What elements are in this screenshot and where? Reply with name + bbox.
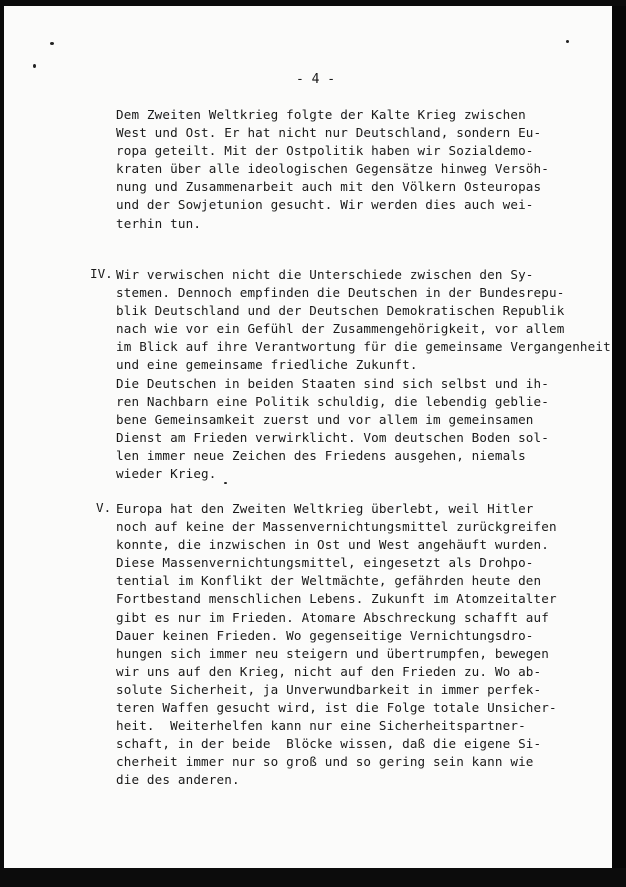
text-line: Die Deutschen in beiden Staaten sind sich selbst und ih- [116,375,549,391]
scan-speck [33,64,36,68]
text-line: len immer neue Zeichen des Friedens ausgehen, niemals [116,447,526,463]
text-line: teren Waffen gesucht wird, ist die Folge totale Unsicher- [116,700,557,716]
page-number: - 4 - [296,72,336,87]
text-line: schaft, in der beide Blöcke wissen, daß die eigene Si- [116,736,542,752]
text-line: nach wie vor ein Gefühl der Zusammengehörigkeit, vor allem [116,321,565,337]
section-marker-iv: IV. [90,266,113,281]
text-line: Dauer keinen Frieden. Wo gegenseitige Vernichtungsdro- [116,627,534,643]
text-line: terhin tun. [116,215,202,231]
text-line: cherheit immer nur so groß und so gering sein kann wie [116,754,534,770]
text-line: West und Ost. Er hat nicht nur Deutschland, sondern Eu- [116,125,542,141]
text-line: heit. Weiterhelfen kann nur eine Sicherheitspartner- [116,718,526,734]
text-line: blik Deutschland und der Deutschen Demokratischen Republik [116,303,565,319]
text-line: Dem Zweiten Weltkrieg folgte der Kalte Krieg zwischen [116,107,526,122]
section-marker-v: V. [96,500,112,515]
text-line: solute Sicherheit, ja Unverwundbarkeit in immer perfek- [116,681,542,697]
scan-edge-top [0,0,626,6]
text-line: nung und Zusammenarbeit auch mit den Völkern Osteuropas [116,179,542,195]
text-line: Dienst am Frieden verwirklicht. Vom deutschen Boden sol- [116,429,549,445]
text-line: noch auf keine der Massenvernichtungsmittel zurückgreifen [116,519,557,535]
text-line: und der Sowjetunion gesucht. Wir werden dies auch wei- [116,197,534,213]
scan-edge-right [612,0,626,887]
paragraph-section-v [116,500,557,790]
text-line: Fortbestand menschlichen Lebens. Zukunft im Atomzeitalter [116,591,557,607]
text-line: die des anderen. [116,772,240,788]
paragraph-section-iv [116,266,611,483]
text-line: ren Nachbarn eine Politik schuldig, die lebendig geblie- [116,393,549,409]
text-line: Wir verwischen nicht die Unterschiede zwischen den Sy- [116,267,534,282]
text-line: Diese Massenvernichtungsmittel, eingesetzt als Drohpo- [116,555,534,571]
scan-speck [50,42,54,45]
text-line: gibt es nur im Frieden. Atomare Abschreckung schafft auf [116,609,549,625]
scan-edge-bottom [0,868,626,887]
text-line: und eine gemeinsame friedliche Zukunft. [116,357,418,373]
text-line: bene Gemeinsamkeit zuerst und vor allem im gemeinsamen [116,411,534,427]
text-line: wieder Krieg. [116,466,217,482]
text-line: wir uns auf den Krieg, nicht auf den Frieden zu. Wo ab- [116,663,542,679]
text-line: ropa geteilt. Mit der Ostpolitik haben wir Sozialdemo- [116,143,534,159]
text-line: tential im Konflikt der Weltmächte, gefährden heute den [116,573,542,589]
text-line: Europa hat den Zweiten Weltkrieg überlebt, weil Hitler [116,501,534,516]
text-line: im Blick auf ihre Verantwortung für die gemeinsame Vergangenheit [116,339,611,355]
text-line: stemen. Dennoch empfinden die Deutschen in der Bundesrepu- [116,285,565,301]
text-line: konnte, die inzwischen in Ost und West angehäuft wurden. [116,537,549,553]
text-line: kraten über alle ideologischen Gegensätze hinweg Versöh- [116,161,549,177]
paragraph-postwar [116,106,549,233]
scan-speck [566,40,569,43]
text-line: hungen sich immer neu steigern und übertrumpfen, bewegen [116,645,549,661]
